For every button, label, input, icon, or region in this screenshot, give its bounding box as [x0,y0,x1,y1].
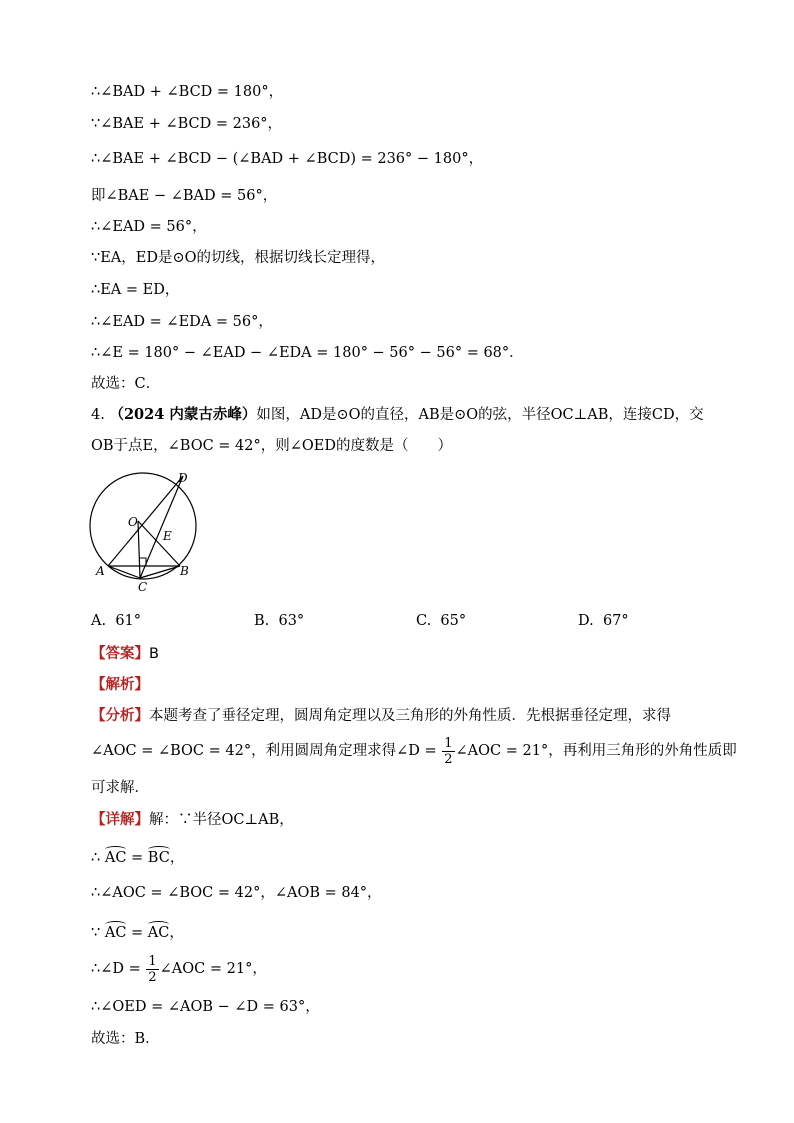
label-d: D [178,471,188,485]
option-b [254,613,304,629]
fenxi-label: 【分析】 [91,707,149,724]
label-b: B [180,564,189,578]
option-b-value: 63° [278,613,305,629]
step-line-6: ∵EA，ED是⊙O的切线，根据切线长定理得， [91,250,386,266]
circle-figure [88,466,208,598]
option-a-letter: A. [91,613,107,629]
question-line-2: OB于点E，∠BOC = 42°，则∠OED的度数是（ ） [91,438,452,454]
detail-2-suffix: ， [169,850,185,866]
detail-line-2 [91,849,184,867]
diameter-ad [108,476,183,566]
arc-ac-1: AC [104,925,127,941]
answer-label: 【答案】 [91,645,149,662]
answer-line [91,645,159,663]
detail-5-rest: ∠AOC = 21°， [159,961,267,977]
option-a-value: 61° [115,613,142,629]
detail-4-prefix: ∵ [91,925,105,941]
step-line-2: ∵∠BAE + ∠BCD = 236°， [91,116,283,132]
option-d [578,613,629,629]
arc-ac-2: AC [147,925,170,941]
detail-line-6: ∴∠OED = ∠AOB − ∠D = 63°， [91,999,320,1015]
option-c-letter: C. [416,613,432,629]
fenxi-text-1: 本题考查了垂径定理，圆周角定理以及三角形的外角性质．先根据垂径定理，求得 [149,708,671,724]
fraction-denominator: 2 [444,751,453,767]
question-line-1 [91,406,704,424]
option-c-value: 65° [440,613,467,629]
arc-ac: AC [104,850,127,866]
fenxi-line-1 [91,707,671,725]
fraction-denominator-2: 2 [148,969,157,985]
fenxi-line-2 [91,735,737,767]
answer-value: B [149,646,159,662]
fenxi-text-2a: ∠AOC = ∠BOC = 42°，利用圆周角定理求得∠D = [91,743,442,759]
detail-line-3: ∴∠AOC = ∠BOC = 42°，∠AOB = 84°， [91,885,382,901]
detail-2-equals: = [126,850,148,866]
detail-4-equals: = [126,925,148,941]
fraction-numerator-2: 1 [148,953,157,969]
step-line-1: ∴∠BAD + ∠BCD = 180°， [91,84,284,100]
analysis-label: 【解析】 [91,676,149,693]
arc-bc: BC [147,850,170,866]
detail-2-prefix: ∴ [91,850,105,866]
question-number: 4. [91,407,105,423]
detail-line-1 [91,811,294,829]
step-line-7: ∴EA = ED， [91,282,180,298]
fraction-numerator: 1 [444,735,453,751]
option-b-letter: B. [254,613,270,629]
fenxi-text-2b: ∠AOC = 21°，再利用三角形的外角性质即 [455,743,737,759]
detail-text-1: 解：∵半径OC⊥AB， [149,812,294,828]
segment-ac [108,566,140,578]
question-text-1: 如图，AD是⊙O的直径，AB是⊙O的弦，半径OC⊥AB，连接CD，交 [256,407,704,423]
fraction-one-half-2 [146,954,158,985]
option-d-letter: D. [578,613,594,629]
step-line-10: 故选：C． [91,376,161,392]
detail-label: 【详解】 [91,811,149,828]
step-line-3: ∴∠BAE + ∠BCD − (∠BAD + ∠BCD) = 236° − 180°， [91,151,484,167]
fenxi-line-3: 可求解． [91,780,149,796]
option-a [91,613,141,629]
option-c [416,613,466,629]
step-line-4: 即∠BAE − ∠BAD = 56°， [91,188,278,204]
label-a: A [96,564,105,578]
label-e: E [163,529,172,543]
step-line-8: ∴∠EAD = ∠EDA = 56°， [91,314,273,330]
step-line-5: ∴∠EAD = 56°， [91,219,207,235]
question-source: （2024 内蒙古赤峰） [109,406,257,423]
label-c: C [138,580,148,594]
step-line-9: ∴∠E = 180° − ∠EAD − ∠EDA = 180° − 56° − 56° = 68°． [91,345,524,361]
label-o: O [128,515,138,529]
option-d-value: 67° [602,613,629,629]
detail-4-suffix: ， [169,925,184,941]
detail-line-4 [91,924,184,942]
detail-line-5 [91,953,267,985]
segment-ob [138,521,180,566]
detail-5-prefix: ∴∠D = [91,961,146,977]
fraction-one-half [442,736,454,767]
detail-line-7: 故选：B． [91,1031,160,1047]
